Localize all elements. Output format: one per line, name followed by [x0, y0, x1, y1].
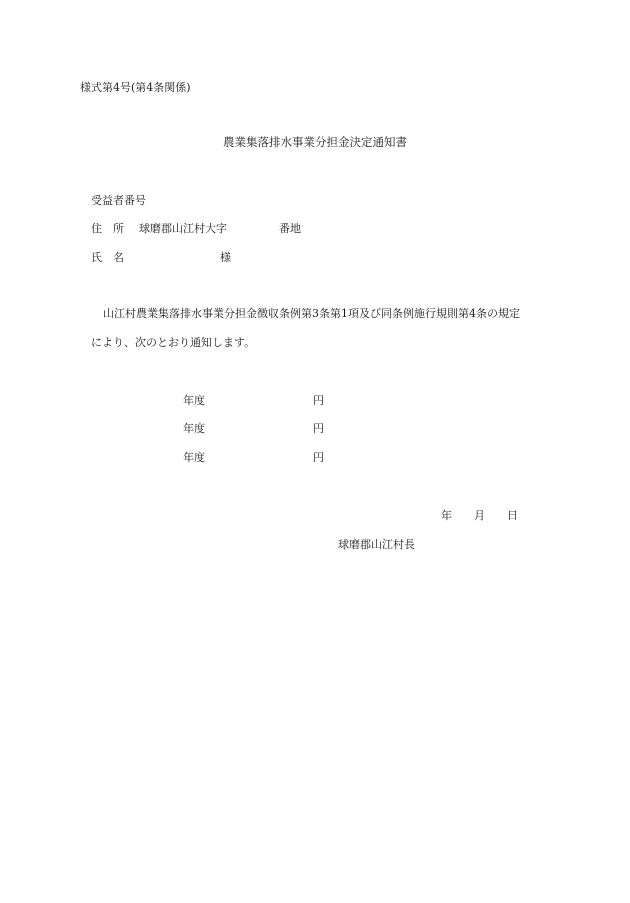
name-honorific: 様 — [220, 251, 231, 264]
amount-row-2-year: 年度 — [183, 422, 205, 435]
address-value: 球磨郡山江村大字 — [139, 222, 227, 235]
beneficiary-number-label: 受益者番号 — [91, 194, 146, 207]
body-text-line-1: 山江村農業集落排水事業分担金徴収条例第3条第1項及び同条例施行規則第4条の規定 — [103, 307, 520, 320]
form-number: 様式第4号(第4条関係) — [80, 81, 191, 94]
address-suffix: 番地 — [279, 222, 301, 235]
date-day: 日 — [507, 509, 518, 522]
date-year: 年 — [441, 509, 452, 522]
name-label: 氏 名 — [91, 251, 124, 264]
issue-date — [441, 509, 518, 523]
document-title: 農業集落排水事業分担金決定通知書 — [223, 135, 407, 149]
amount-row-3-yen: 円 — [313, 451, 324, 464]
address-label: 住 所 — [91, 222, 124, 235]
amount-row-1-yen: 円 — [313, 394, 324, 407]
body-text-line-2: により、次のとおり通知します。 — [91, 336, 256, 349]
amount-row-1-year: 年度 — [183, 394, 205, 407]
amount-row-3-year: 年度 — [183, 451, 205, 464]
amount-row-2-yen: 円 — [313, 422, 324, 435]
issuer-name: 球磨郡山江村長 — [338, 538, 415, 551]
date-month: 月 — [474, 509, 485, 522]
